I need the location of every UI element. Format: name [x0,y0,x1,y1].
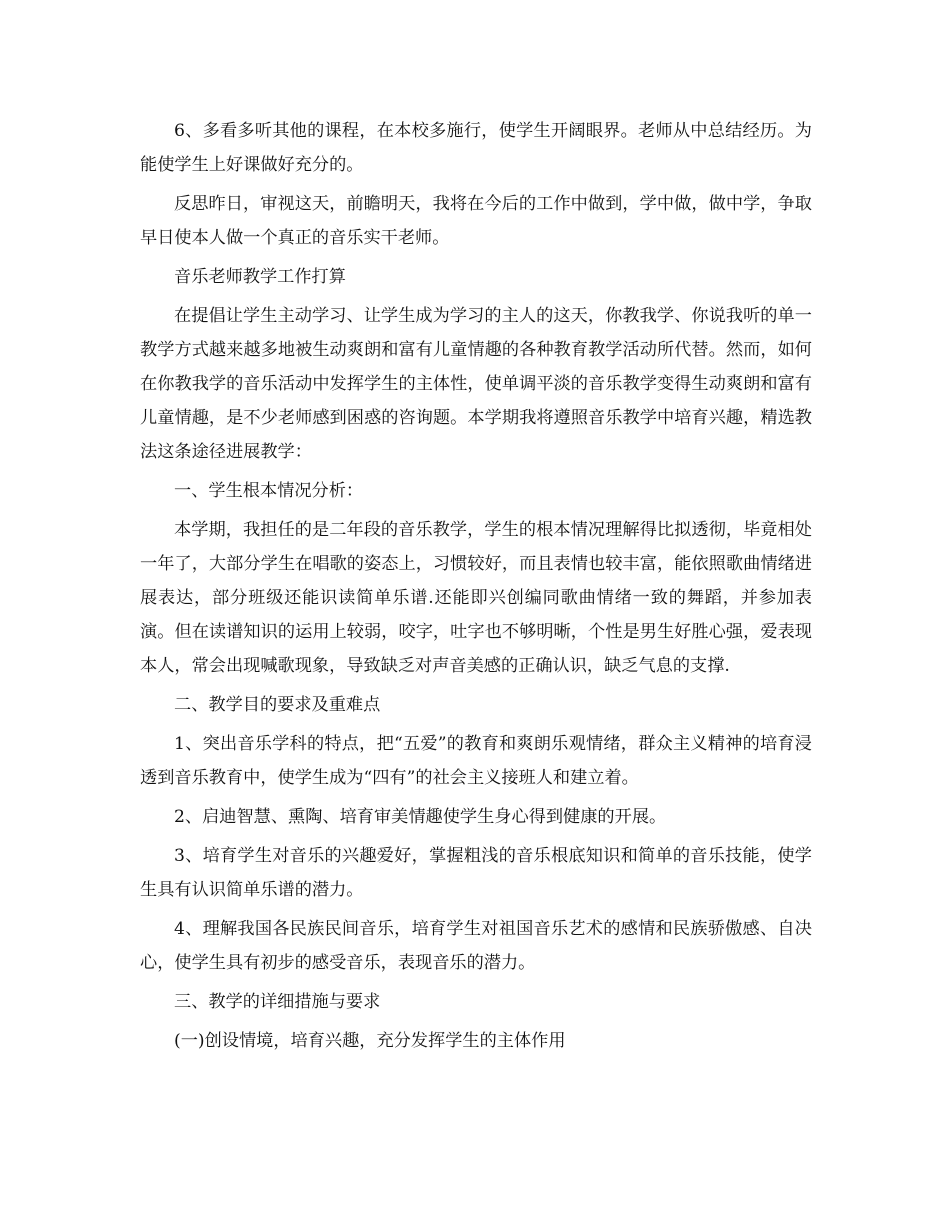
paragraph: 反思昨日，审视这天，前瞻明天，我将在今后的工作中做到，学中做，做中学，争取早日使本人做一个真正的音乐实干老师。 [140,194,812,248]
section-heading: 音乐老师教学工作打算 [174,267,346,287]
section-heading: 三、教学的详细措施与要求 [174,992,381,1012]
paragraph: 3、培育学生对音乐的兴趣爱好，掌握粗浅的音乐根底知识和简单的音乐技能，使学生具有认识简单乐谱的潜力。 [140,846,812,900]
document-body [140,114,812,1063]
sub-heading: (一)创设情境，培育兴趣，充分发挥学生的主体作用 [174,1031,566,1051]
paragraph: 2、启迪智慧、熏陶、培育审美情趣使学生身心得到健康的开展。 [174,807,667,827]
section-heading: 一、学生根本情况分析： [174,481,364,501]
paragraph: 6、多看多听其他的课程，在本校多施行，使学生开阔眼界。老师从中总结经历。为能使学生上好课做好充分的。 [140,121,812,175]
paragraph: 在提倡让学生主动学习、让学生成为学习的主人的这天，你教我学、你说我听的单一教学方式越来越多地被生动爽朗和富有儿童情趣的各种教育教学活动所代替。然而，如何在你教我学的音乐活动中发挥学生的主体性，使单调平淡的音乐教学变得生动爽朗和富有儿童情趣，是不少老师感到困惑的咨询题。本学期我将遵照音乐教学中培育兴趣，精选教法这条途径进展教学： [140,306,812,462]
paragraph: 4、理解我国各民族民间音乐，培育学生对祖国音乐艺术的感情和民族骄傲感、自决心，使学生具有初步的感受音乐，表现音乐的潜力。 [140,919,812,973]
section-heading: 二、教学目的要求及重难点 [174,695,381,715]
paragraph: 1、突出音乐学科的特点，把“五爱”的教育和爽朗乐观情绪，群众主义精神的培育浸透到音乐教育中，使学生成为“四有”的社会主义接班人和建立着。 [140,734,812,788]
paragraph: 本学期，我担任的是二年段的音乐教学，学生的根本情况理解得比拟透彻，毕竟相处一年了，大部分学生在唱歌的姿态上，习惯较好，而且表情也较丰富，能依照歌曲情绪进展表达，部分班级还能识读简单乐谱.还能即兴创编同歌曲情绪一致的舞蹈，并参加表演。但在读谱知识的运用上较弱，咬字，吐字也不够明晰，个性是男生好胜心强，爱表现本人，常会出现喊歌现象，导致缺乏对声音美感的正确认识，缺乏气息的支撑. [140,520,812,676]
